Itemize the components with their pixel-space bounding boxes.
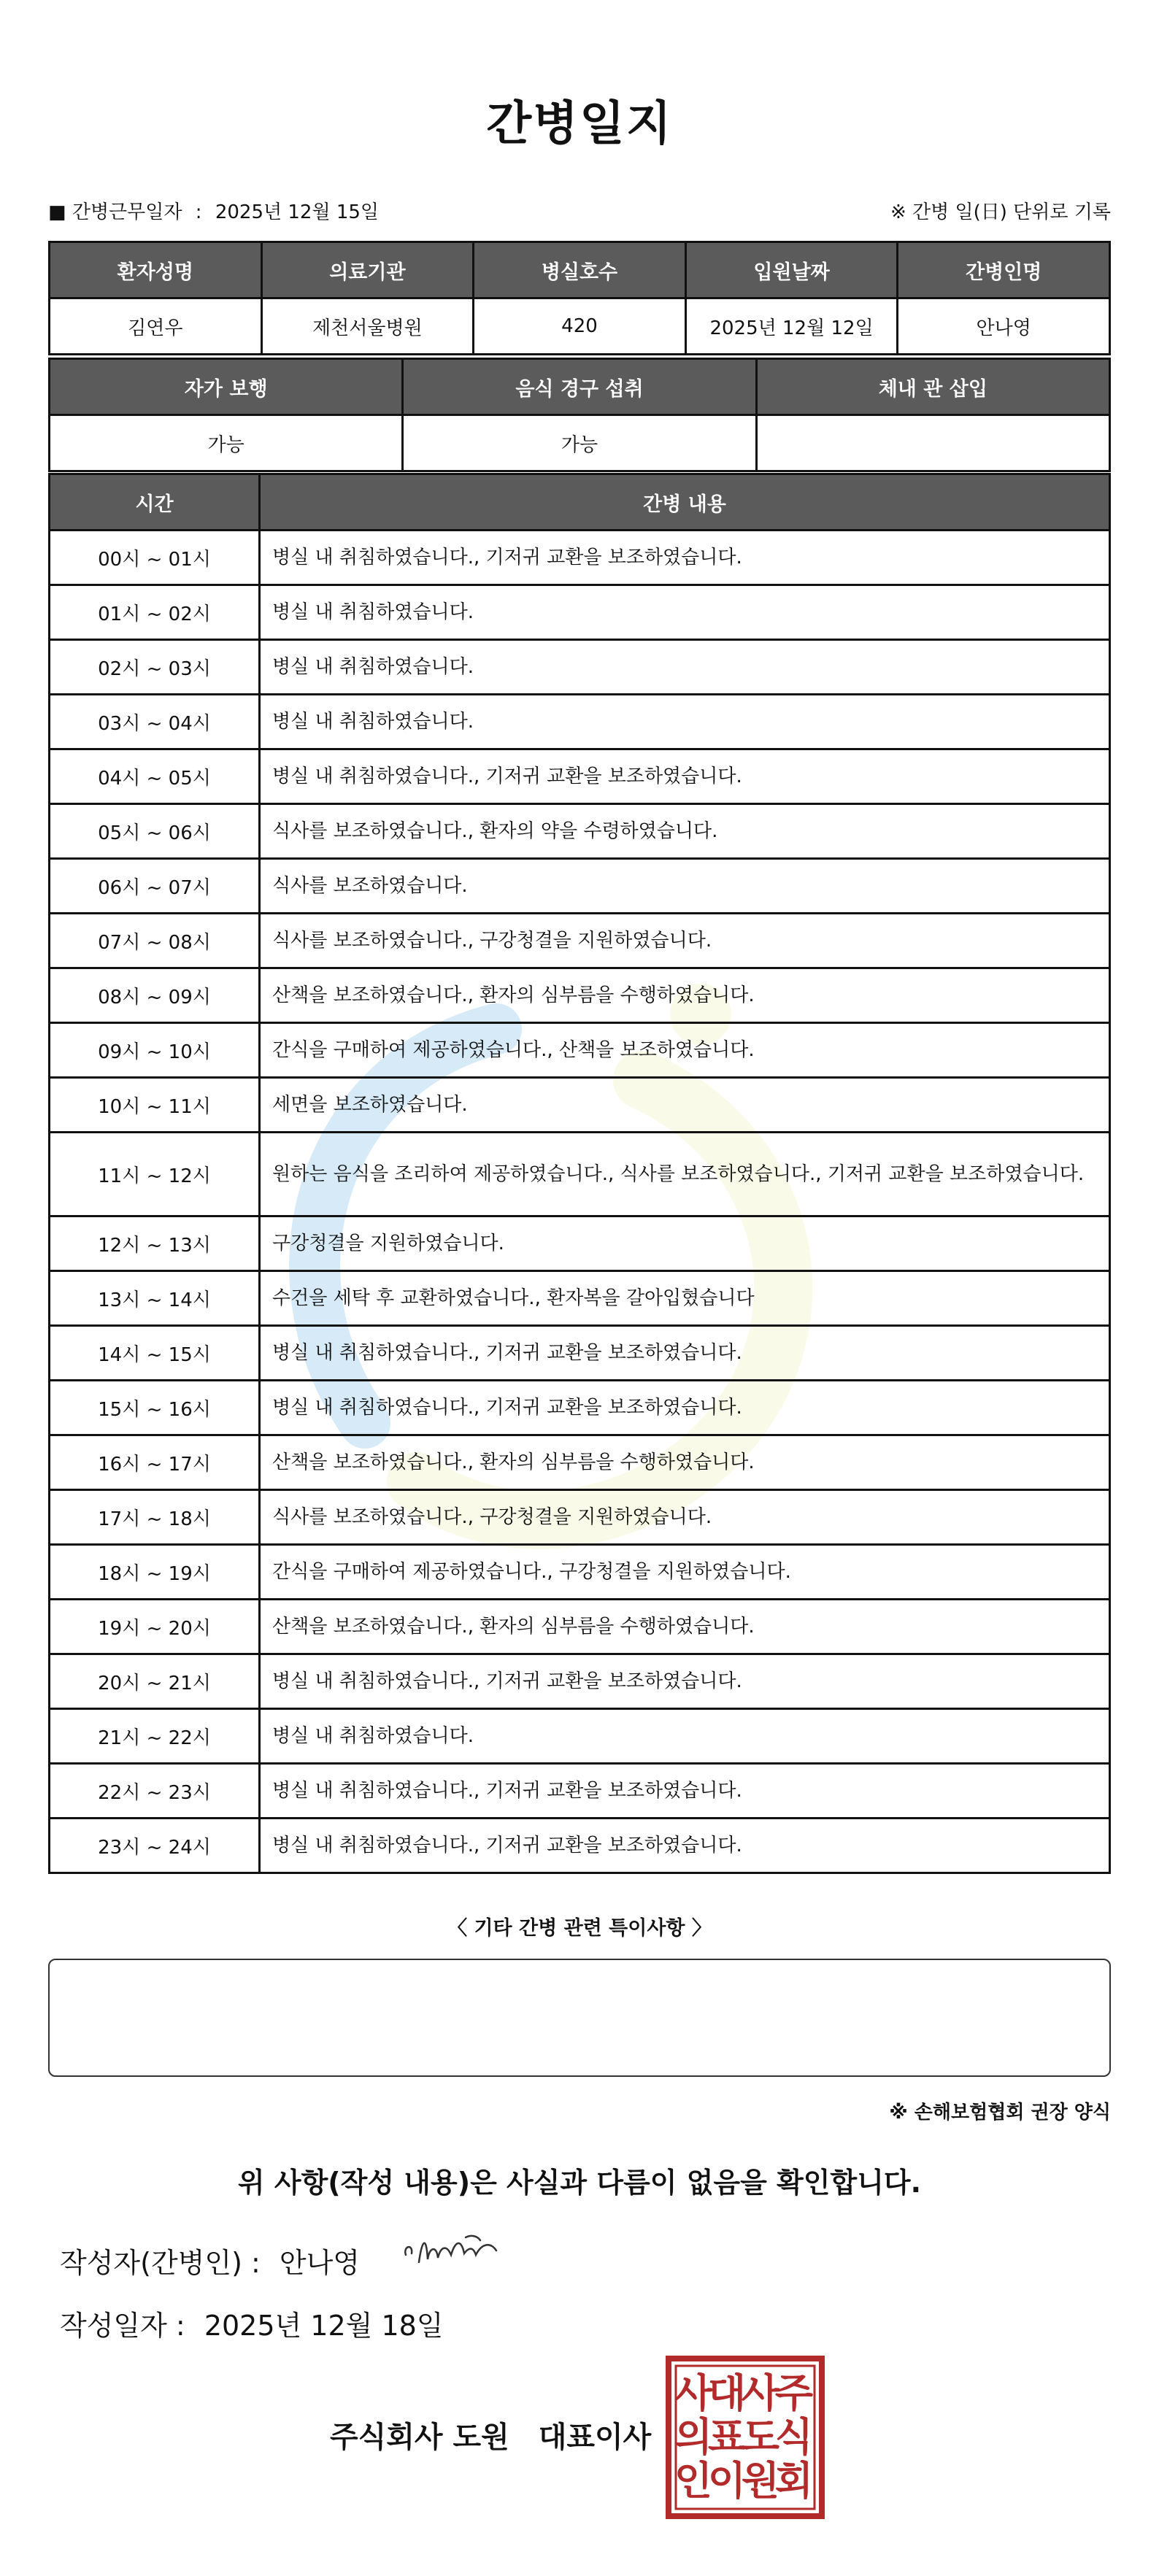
log-time: 23시 ~ 24시	[50, 1819, 260, 1873]
table-row	[50, 1133, 1110, 1216]
work-date-label: ■ 간병근무일자	[48, 201, 182, 223]
header-oral-intake: 음식 경구 섭취	[403, 359, 756, 415]
record-note: ※ 간병 일(日) 단위로 기록	[890, 201, 1111, 223]
document-title: 간병일지	[486, 97, 673, 151]
writer-line	[60, 2240, 370, 2280]
table-row	[50, 640, 1110, 695]
header-admit-date: 입원날짜	[685, 242, 898, 298]
table-row	[50, 1654, 1110, 1709]
seal-glyph: 회	[774, 2458, 814, 2504]
write-date-value: 2025년 12월 18일	[204, 2310, 444, 2342]
seal-glyph: 도	[741, 2414, 780, 2460]
table-row	[50, 695, 1110, 749]
log-time: 14시 ~ 15시	[50, 1326, 260, 1381]
header-time: 시간	[50, 474, 260, 531]
log-time: 08시 ~ 09시	[50, 968, 260, 1023]
tube-value	[756, 415, 1109, 471]
caregiver-name: 안나영	[898, 298, 1110, 355]
company-seal-icon	[664, 2354, 826, 2521]
oral-intake-value: 가능	[403, 415, 756, 471]
log-time: 13시 ~ 14시	[50, 1271, 260, 1326]
table-row	[50, 1216, 1110, 1271]
log-content: 구강청결을 지원하였습니다.	[260, 1216, 1110, 1271]
table-row	[50, 804, 1110, 859]
header-patient-name: 환자성명	[50, 242, 262, 298]
table-row	[50, 968, 1110, 1023]
patient-status-table	[48, 358, 1111, 472]
log-time: 09시 ~ 10시	[50, 1023, 260, 1078]
table-row	[50, 1078, 1110, 1133]
header-tube: 체내 관 삽입	[756, 359, 1109, 415]
log-content: 병실 내 취침하였습니다., 기저귀 교환을 보조하였습니다.	[260, 1819, 1110, 1873]
table-row	[50, 1326, 1110, 1381]
handwritten-signature-icon	[400, 2226, 509, 2284]
log-content: 병실 내 취침하였습니다.	[260, 585, 1110, 640]
log-content: 병실 내 취침하였습니다.	[260, 1709, 1110, 1764]
patient-name: 김연우	[50, 298, 262, 355]
log-content: 병실 내 취침하였습니다., 기저귀 교환을 보조하였습니다.	[260, 1654, 1110, 1709]
log-time: 17시 ~ 18시	[50, 1490, 260, 1545]
work-date	[48, 197, 379, 224]
log-content: 병실 내 취침하였습니다., 기저귀 교환을 보조하였습니다.	[260, 749, 1110, 804]
log-content: 병실 내 취침하였습니다.	[260, 640, 1110, 695]
notes-content	[50, 1960, 1109, 1983]
log-time: 05시 ~ 06시	[50, 804, 260, 859]
room-number: 420	[474, 298, 686, 355]
notes-box	[48, 1959, 1111, 2077]
table-row	[50, 1545, 1110, 1600]
log-content: 식사를 보조하였습니다.	[260, 859, 1110, 914]
table-row	[50, 1381, 1110, 1435]
hospital-name: 제천서울병원	[261, 298, 474, 355]
company-name: 주식회사 도원	[330, 2421, 509, 2454]
log-content: 산책을 보조하였습니다., 환자의 심부름을 수행하였습니다.	[260, 1435, 1110, 1490]
walking-value: 가능	[50, 415, 403, 471]
table-row	[50, 1709, 1110, 1764]
log-content: 병실 내 취침하였습니다., 기저귀 교환을 보조하였습니다.	[260, 531, 1110, 585]
header-walking: 자가 보행	[50, 359, 403, 415]
log-time: 21시 ~ 22시	[50, 1709, 260, 1764]
work-date-value: 2025년 12월 15일	[215, 201, 380, 223]
seal-glyph: 원	[741, 2458, 780, 2504]
log-time: 19시 ~ 20시	[50, 1600, 260, 1654]
table-row	[50, 749, 1110, 804]
log-content: 세면을 보조하였습니다.	[260, 1078, 1110, 1133]
writer-label: 작성자(간병인) :	[60, 2247, 261, 2279]
log-time: 20시 ~ 21시	[50, 1654, 260, 1709]
log-time: 12시 ~ 13시	[50, 1216, 260, 1271]
log-content: 식사를 보조하였습니다., 환자의 약을 수령하였습니다.	[260, 804, 1110, 859]
header-room: 병실호수	[474, 242, 686, 298]
log-content: 병실 내 취침하였습니다., 기저귀 교환을 보조하였습니다.	[260, 1764, 1110, 1819]
table-row	[50, 1023, 1110, 1078]
log-content: 산책을 보조하였습니다., 환자의 심부름을 수행하였습니다.	[260, 1600, 1110, 1654]
log-content: 병실 내 취침하였습니다., 기저귀 교환을 보조하였습니다.	[260, 1326, 1110, 1381]
write-date-line	[60, 2303, 444, 2343]
seal-glyph: 대	[707, 2370, 747, 2416]
log-time: 16시 ~ 17시	[50, 1435, 260, 1490]
seal-glyph: 주	[774, 2370, 814, 2416]
seal-glyph: 사	[674, 2370, 713, 2416]
table-row	[50, 1271, 1110, 1326]
seal-glyph: 인	[674, 2458, 713, 2504]
table-row	[50, 1490, 1110, 1545]
company-role: 대표이사	[538, 2421, 652, 2454]
log-content: 식사를 보조하였습니다., 구강청결을 지원하였습니다.	[260, 914, 1110, 968]
log-content: 원하는 음식을 조리하여 제공하였습니다., 식사를 보조하였습니다., 기저귀 교환을 보조하였습니다.	[260, 1133, 1110, 1216]
seal-glyph: 표	[707, 2414, 747, 2460]
table-row	[50, 1764, 1110, 1819]
log-content: 간식을 구매하여 제공하였습니다., 산책을 보조하였습니다.	[260, 1023, 1110, 1078]
table-row	[50, 531, 1110, 585]
admit-date: 2025년 12월 12일	[685, 298, 898, 355]
log-time: 18시 ~ 19시	[50, 1545, 260, 1600]
log-content: 식사를 보조하였습니다., 구강청결을 지원하였습니다.	[260, 1490, 1110, 1545]
header-care-content: 간병 내용	[260, 474, 1110, 531]
log-time: 02시 ~ 03시	[50, 640, 260, 695]
header-hospital: 의료기관	[261, 242, 474, 298]
log-time: 03시 ~ 04시	[50, 695, 260, 749]
table-row	[50, 859, 1110, 914]
table-row	[50, 1600, 1110, 1654]
log-time: 15시 ~ 16시	[50, 1381, 260, 1435]
care-log-table	[48, 473, 1111, 1874]
log-time: 00시 ~ 01시	[50, 531, 260, 585]
seal-glyph: 이	[707, 2458, 747, 2504]
seal-glyph: 의	[674, 2414, 713, 2460]
log-time: 11시 ~ 12시	[50, 1133, 260, 1216]
log-content: 산책을 보조하였습니다., 환자의 심부름을 수행하였습니다.	[260, 968, 1110, 1023]
log-content: 병실 내 취침하였습니다., 기저귀 교환을 보조하였습니다.	[260, 1381, 1110, 1435]
log-content: 수건을 세탁 후 교환하였습니다., 환자복을 갈아입혔습니다	[260, 1271, 1110, 1326]
form-source: ※ 손해보험협회 권장 양식	[889, 2102, 1111, 2124]
log-time: 07시 ~ 08시	[50, 914, 260, 968]
notes-title: 〈 기타 간병 관련 특이사항 〉	[447, 1917, 712, 1940]
log-time: 04시 ~ 05시	[50, 749, 260, 804]
write-date-label: 작성일자 :	[60, 2310, 185, 2342]
log-content: 간식을 구매하여 제공하였습니다., 구강청결을 지원하였습니다.	[260, 1545, 1110, 1600]
table-row	[50, 1435, 1110, 1490]
table-row	[50, 1819, 1110, 1873]
patient-info-table	[48, 241, 1111, 355]
confirm-statement: 위 사항(작성 내용)은 사실과 다름이 없음을 확인합니다.	[237, 2167, 922, 2199]
table-row	[50, 914, 1110, 968]
log-time: 10시 ~ 11시	[50, 1078, 260, 1133]
table-row	[50, 585, 1110, 640]
log-content: 병실 내 취침하였습니다.	[260, 695, 1110, 749]
work-date-sep: :	[195, 201, 202, 223]
log-time: 06시 ~ 07시	[50, 859, 260, 914]
company-line	[330, 2414, 651, 2456]
seal-glyph: 식	[774, 2414, 814, 2460]
writer-name: 안나영	[279, 2247, 360, 2279]
seal-glyph: 사	[741, 2370, 780, 2416]
log-time: 22시 ~ 23시	[50, 1764, 260, 1819]
log-time: 01시 ~ 02시	[50, 585, 260, 640]
header-caregiver: 간병인명	[898, 242, 1110, 298]
